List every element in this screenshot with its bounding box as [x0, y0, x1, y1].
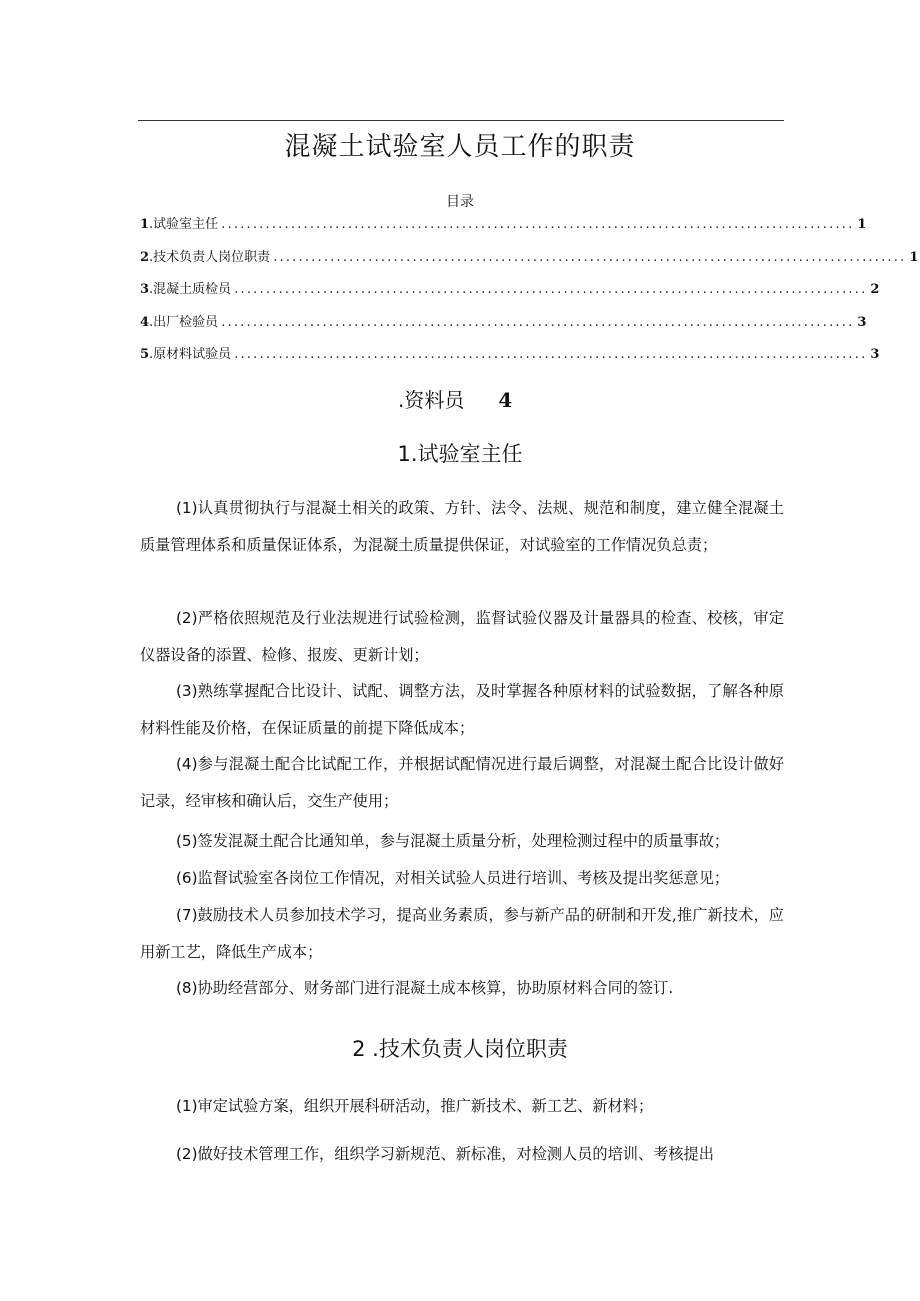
toc-entry-label: .技术负责人岗位职责 — [149, 249, 271, 265]
item-text: 协助经营部分、财务部门进行混凝土成本核算，协助原材料合同的签订. — [197, 979, 674, 997]
item-marker: (7) — [176, 906, 198, 924]
toc-entry-number: 3 — [140, 282, 150, 297]
header-rule — [138, 120, 784, 121]
item-marker: (6) — [176, 869, 198, 887]
section-2-item-2 — [140, 1136, 784, 1173]
toc-extra-entry[interactable] — [398, 384, 512, 413]
toc-entry-page: 1 — [909, 249, 919, 265]
item-marker: (5) — [176, 832, 198, 850]
toc-entry[interactable] — [140, 246, 919, 279]
toc-entry[interactable] — [140, 278, 880, 311]
section-1-item-8 — [140, 970, 784, 1007]
document-title: 混凝土试验室人员工作的职责 — [284, 132, 636, 162]
toc-entry-page: 2 — [870, 282, 880, 297]
item-marker: (1) — [176, 499, 198, 517]
item-text: 参与混凝土配合比试配工作，并根据试配情况进行最后调整，对混凝土配合比设计做好记录，经审核和确认后，交生产使用； — [140, 755, 784, 810]
item-marker: (8) — [176, 979, 198, 997]
section-2-heading: 2 .技术负责人岗位职责 — [352, 1037, 568, 1061]
toc-entry-page: 1 — [857, 217, 867, 232]
item-marker: (1) — [176, 1097, 198, 1115]
section-1-item-7 — [140, 897, 784, 970]
toc-entry-page: 3 — [857, 314, 867, 330]
toc-entry-label: .原材料试验员 — [149, 347, 232, 362]
toc-leader: .................................................................................................... — [221, 217, 855, 232]
section-1-item-2 — [140, 600, 784, 673]
section-1-item-4 — [140, 746, 784, 819]
toc-entry[interactable] — [140, 311, 867, 344]
toc-leader: .................................................................................................... — [273, 249, 907, 265]
toc-leader: .................................................................................................... — [234, 347, 868, 362]
table-of-contents — [140, 213, 919, 376]
toc-entry-number: 5 — [140, 347, 150, 362]
item-text: 签发混凝土配合比通知单，参与混凝土质量分析，处理检测过程中的质量事故； — [197, 832, 730, 850]
item-marker: (4) — [176, 755, 198, 773]
toc-entry-number: 4 — [140, 314, 150, 330]
toc-entry-number: 1 — [140, 217, 150, 232]
item-text: 熟练掌握配合比设计、试配、调整方法，及时掌握各种原材料的试验数据，了解各种原材料性能及价格，在保证质量的前提下降低成本； — [140, 682, 784, 737]
toc-entry-label: .出厂检验员 — [149, 314, 219, 330]
item-text: 认真贯彻执行与混凝土相关的政策、方针、法令、法规、规范和制度，建立健全混凝土质量管理体系和质量保证体系，为混凝土质量提供保证，对试验室的工作情况负总责； — [140, 499, 784, 554]
toc-entry-number: 2 — [140, 249, 150, 265]
section-1-item-5 — [140, 823, 784, 860]
toc-leader: .................................................................................................... — [234, 282, 868, 297]
toc-leader: .................................................................................................... — [221, 314, 855, 330]
toc-extra-page: 4 — [498, 388, 513, 412]
toc-entry[interactable] — [140, 213, 867, 246]
item-marker: (3) — [176, 682, 198, 700]
toc-entry-page: 3 — [870, 347, 880, 362]
item-marker: (2) — [176, 1145, 198, 1163]
item-text: 做好技术管理工作，组织学习新规范、新标准，对检测人员的培训、考核提出 — [197, 1145, 714, 1163]
toc-extra-label: .资料员 — [398, 388, 465, 412]
item-text: 鼓励技术人员参加技术学习，提高业务素质，参与新产品的研制和开发,推广新技术，应用新工艺，降低生产成本； — [140, 906, 784, 961]
section-1-item-3 — [140, 673, 784, 746]
item-text: 严格依照规范及行业法规进行试验检测，监督试验仪器及计量器具的检查、校核，审定仪器设备的添置、检修、报废、更新计划； — [140, 609, 784, 664]
section-1-item-1 — [140, 490, 784, 563]
section-1-item-6 — [140, 860, 784, 897]
item-text: 监督试验室各岗位工作情况，对相关试验人员进行培训、考核及提出奖惩意见； — [197, 869, 730, 887]
item-marker: (2) — [176, 609, 198, 627]
toc-entry-label: .混凝土质检员 — [149, 282, 232, 297]
item-text: 审定试验方案，组织开展科研活动，推广新技术、新工艺、新材料； — [197, 1097, 654, 1115]
toc-entry[interactable] — [140, 343, 880, 376]
toc-heading: 目录 — [446, 194, 474, 210]
section-2-item-1 — [140, 1088, 784, 1125]
toc-entry-label: .试验室主任 — [149, 217, 219, 232]
section-1-heading: 1.试验室主任 — [397, 442, 523, 466]
